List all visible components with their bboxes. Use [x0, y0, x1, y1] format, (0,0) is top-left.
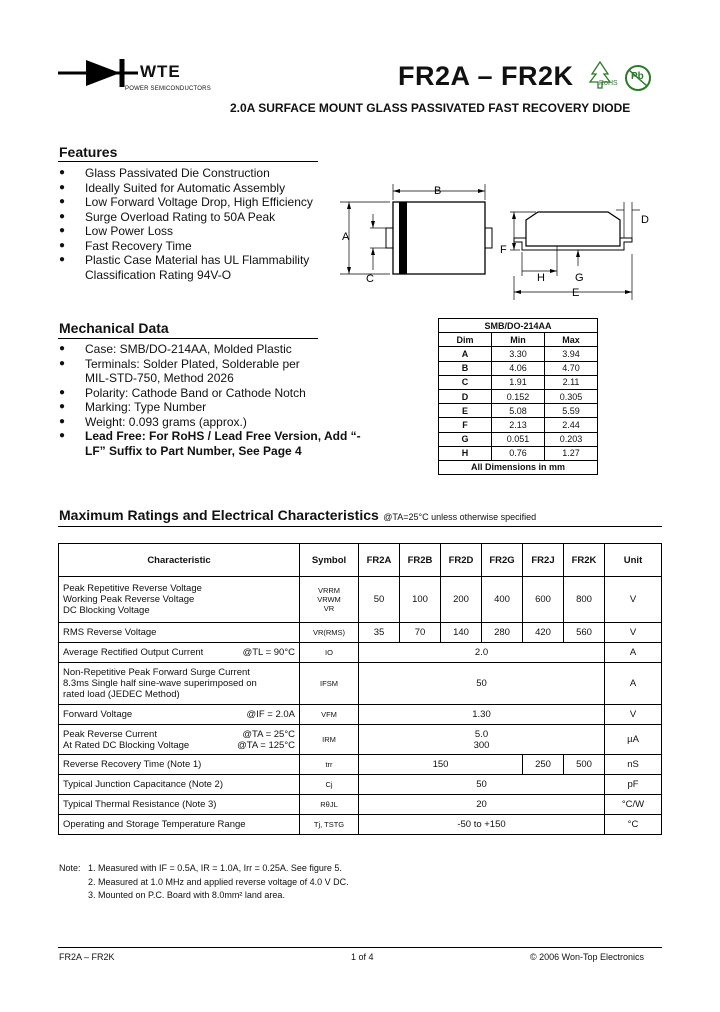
symbol-cell: RθJL [300, 795, 359, 815]
value-cell: 5.0 300 [359, 725, 605, 755]
table-row [439, 404, 598, 418]
table-row [59, 775, 662, 795]
value-cell: 400 [482, 577, 523, 623]
value-cell: 560 [564, 623, 605, 643]
value-cell: 140 [441, 623, 482, 643]
mechanical-title: Mechanical Data [59, 320, 169, 336]
value-cell: 35 [359, 623, 400, 643]
value-cell: 70 [400, 623, 441, 643]
characteristic-cell: Operating and Storage Temperature Range [59, 815, 300, 835]
footer-rule [58, 947, 662, 948]
note-item: 3. Mounted on P.C. Board with 8.0mm² land area. [88, 890, 285, 900]
value-cell: 150 [359, 755, 523, 775]
note-item: 1. Measured with IF = 0.5A, IR = 1.0A, Irr = 0.25A. See figure 5. [88, 863, 342, 873]
symbol-cell: IFSM [300, 663, 359, 705]
list-item: ● Ideally Suited for Automatic Assembly [59, 181, 349, 196]
symbol-cell: Cj [300, 775, 359, 795]
dim-label-c: C [366, 273, 374, 285]
mechanical-list [59, 342, 359, 458]
column-header: Max [545, 333, 598, 347]
table-row [59, 815, 662, 835]
value-cell: 5.08 [492, 404, 545, 418]
value-cell: 4.06 [492, 361, 545, 375]
unit-cell: A [605, 663, 662, 705]
part-number-title: FR2A – FR2K [398, 61, 574, 91]
unit-cell: nS [605, 755, 662, 775]
characteristic-cell: Typical Thermal Resistance (Note 3) [59, 795, 300, 815]
dim-table-title: SMB/DO-214AA [439, 319, 598, 333]
symbol-cell: VR(RMS) [300, 623, 359, 643]
value-cell: 1.30 [359, 705, 605, 725]
footer-part: FR2A – FR2K [59, 952, 115, 962]
unit-cell: pF [605, 775, 662, 795]
notes-list [88, 862, 588, 903]
symbol-cell: Tj, TSTG [300, 815, 359, 835]
column-header: Characteristic [59, 544, 300, 577]
table-row [439, 432, 598, 446]
symbol-cell: trr [300, 755, 359, 775]
list-item: ● Case: SMB/DO-214AA, Molded Plastic [59, 342, 359, 357]
mechanical-rule [58, 338, 318, 339]
ratings-condition: @TA=25°C unless otherwise specified [383, 512, 537, 522]
characteristic-text: Forward Voltage [63, 709, 133, 720]
column-header: FR2D [441, 544, 482, 577]
value-cell: 0.203 [545, 432, 598, 446]
value-cell: 0.051 [492, 432, 545, 446]
table-row [59, 795, 662, 815]
column-header: Min [492, 333, 545, 347]
value-cell: 3.30 [492, 347, 545, 361]
unit-cell: °C [605, 815, 662, 835]
column-header: FR2G [482, 544, 523, 577]
features-list [59, 166, 349, 282]
rohs-tree-icon [586, 60, 622, 92]
value-cell: 50 [359, 663, 605, 705]
dim-cell: B [439, 361, 492, 375]
table-row [59, 755, 662, 775]
list-item: ● Plastic Case Material has UL Flammability Classification Rating 94V-O [59, 253, 325, 282]
unit-cell: V [605, 705, 662, 725]
list-item: ● Low Forward Voltage Drop, High Efficiency [59, 195, 349, 210]
dim-label-d: D [641, 214, 649, 226]
table-row [59, 705, 662, 725]
value-cell: 800 [564, 577, 605, 623]
column-header: Symbol [300, 544, 359, 577]
value-cell: 1.27 [545, 446, 598, 460]
value-cell: 2.11 [545, 375, 598, 389]
value-cell: -50 to +150 [359, 815, 605, 835]
symbol-cell: VFM [300, 705, 359, 725]
dim-cell: G [439, 432, 492, 446]
value-cell: 420 [523, 623, 564, 643]
characteristic-cell: Peak Repetitive Reverse Voltage Working Peak Reverse Voltage DC Blocking Voltage [59, 577, 300, 623]
characteristic-cell: RMS Reverse Voltage [59, 623, 300, 643]
list-item: ● Polarity: Cathode Band or Cathode Notch [59, 386, 359, 401]
company-logo [58, 56, 218, 96]
column-header: FR2J [523, 544, 564, 577]
value-cell: 0.76 [492, 446, 545, 460]
dim-label-f: F [500, 244, 507, 256]
characteristic-text: Peak Reverse Current At Rated DC Blocking Voltage [63, 728, 190, 751]
value-cell: 280 [482, 623, 523, 643]
dim-cell: H [439, 446, 492, 460]
list-item: ● Weight: 0.093 grams (approx.) [59, 415, 359, 430]
value-cell: 20 [359, 795, 605, 815]
unit-cell: A [605, 643, 662, 663]
value-cell: 250 [523, 755, 564, 775]
value-cell: 0.305 [545, 389, 598, 403]
value-cell: 500 [564, 755, 605, 775]
dim-cell: F [439, 418, 492, 432]
table-row [439, 418, 598, 432]
symbol-cell: IO [300, 643, 359, 663]
dim-cell: A [439, 347, 492, 361]
characteristic-cell [59, 705, 300, 725]
features-rule [58, 161, 318, 162]
list-item: ● Lead Free: For RoHS / Lead Free Version, Add “-LF” Suffix to Part Number, See Page 4 [59, 429, 375, 458]
lead-free-badge [624, 64, 652, 92]
ratings-table [58, 543, 662, 835]
logo-subtitle: POWER SEMICONDUCTORS [125, 86, 211, 92]
dim-label-e: E [572, 287, 580, 299]
dim-cell: D [439, 389, 492, 403]
value-cell: 200 [441, 577, 482, 623]
dim-table-body [439, 347, 598, 461]
column-header: FR2A [359, 544, 400, 577]
list-item: ● Terminals: Solder Plated, Solderable per MIL-STD-750, Method 2026 [59, 357, 315, 386]
characteristic-cell [59, 725, 300, 755]
table-row [59, 725, 662, 755]
value-cell: 2.44 [545, 418, 598, 432]
unit-cell: µA [605, 725, 662, 755]
condition-text: @IF = 2.0A [246, 709, 295, 720]
column-header: Dim [439, 333, 492, 347]
unit-cell: V [605, 623, 662, 643]
dim-cell: E [439, 404, 492, 418]
dim-label-a: A [342, 231, 350, 243]
value-cell: 3.94 [545, 347, 598, 361]
characteristic-cell [59, 643, 300, 663]
list-item: ● Low Power Loss [59, 224, 349, 239]
characteristic-cell: Non-Repetitive Peak Forward Surge Current 8.3ms Single half sine-wave superimposed on rated load (JEDEC Method) [59, 663, 300, 705]
column-header: Unit [605, 544, 662, 577]
condition-text: @TL = 90°C [242, 647, 295, 658]
ratings-rule [58, 526, 662, 527]
condition-text: @TA = 25°C @TA = 125°C [237, 728, 295, 751]
unit-cell: V [605, 577, 662, 623]
value-cell: 5.59 [545, 404, 598, 418]
value-cell: 50 [359, 577, 400, 623]
features-title: Features [59, 144, 118, 160]
pb-label: Pb [631, 71, 644, 82]
column-header: FR2B [400, 544, 441, 577]
dimension-table [438, 318, 598, 475]
note-item: 2. Measured at 1.0 MHz and applied reverse voltage of 4.0 V DC. [88, 876, 349, 887]
dim-cell: C [439, 375, 492, 389]
rohs-label: RoHS [599, 80, 618, 87]
dim-label-b: B [434, 185, 442, 197]
list-item: ● Fast Recovery Time [59, 239, 349, 254]
list-item: ● Surge Overload Rating to 50A Peak [59, 210, 349, 225]
table-row [59, 663, 662, 705]
symbol-cell: IRM [300, 725, 359, 755]
logo-text: WTE [140, 62, 181, 81]
table-row [59, 643, 662, 663]
table-row [439, 375, 598, 389]
ratings-title: Maximum Ratings and Electrical Characteristics [59, 507, 379, 523]
value-cell: 0.152 [492, 389, 545, 403]
list-item: ● Marking: Type Number [59, 400, 359, 415]
value-cell: 50 [359, 775, 605, 795]
value-cell: 600 [523, 577, 564, 623]
table-row [439, 389, 598, 403]
value-cell: 2.13 [492, 418, 545, 432]
symbol-cell: VRRM VRWM VR [300, 577, 359, 623]
footer-page: 1 of 4 [351, 952, 374, 962]
footer-copyright: © 2006 Won-Top Electronics [530, 952, 645, 962]
table-row [439, 446, 598, 460]
value-cell: 100 [400, 577, 441, 623]
dim-table-footer: All Dimensions in mm [439, 460, 598, 474]
package-outline-drawing [330, 176, 660, 306]
value-cell: 1.91 [492, 375, 545, 389]
notes-label: Note: [59, 863, 81, 873]
column-header: FR2K [564, 544, 605, 577]
product-subtitle: 2.0A SURFACE MOUNT GLASS PASSIVATED FAST RECOVERY DIODE [230, 101, 631, 115]
dim-label-h: H [537, 272, 545, 284]
dim-label-g: G [575, 272, 584, 284]
table-row [439, 361, 598, 375]
value-cell: 4.70 [545, 361, 598, 375]
table-row [439, 347, 598, 361]
table-row [59, 623, 662, 643]
list-item: ● Glass Passivated Die Construction [59, 166, 349, 181]
ratings-heading [59, 507, 536, 525]
unit-cell: °C/W [605, 795, 662, 815]
table-row [59, 577, 662, 623]
rohs-badge [586, 60, 622, 92]
characteristic-cell: Typical Junction Capacitance (Note 2) [59, 775, 300, 795]
characteristic-text: Average Rectified Output Current [63, 647, 204, 658]
characteristic-cell: Reverse Recovery Time (Note 1) [59, 755, 300, 775]
value-cell: 2.0 [359, 643, 605, 663]
